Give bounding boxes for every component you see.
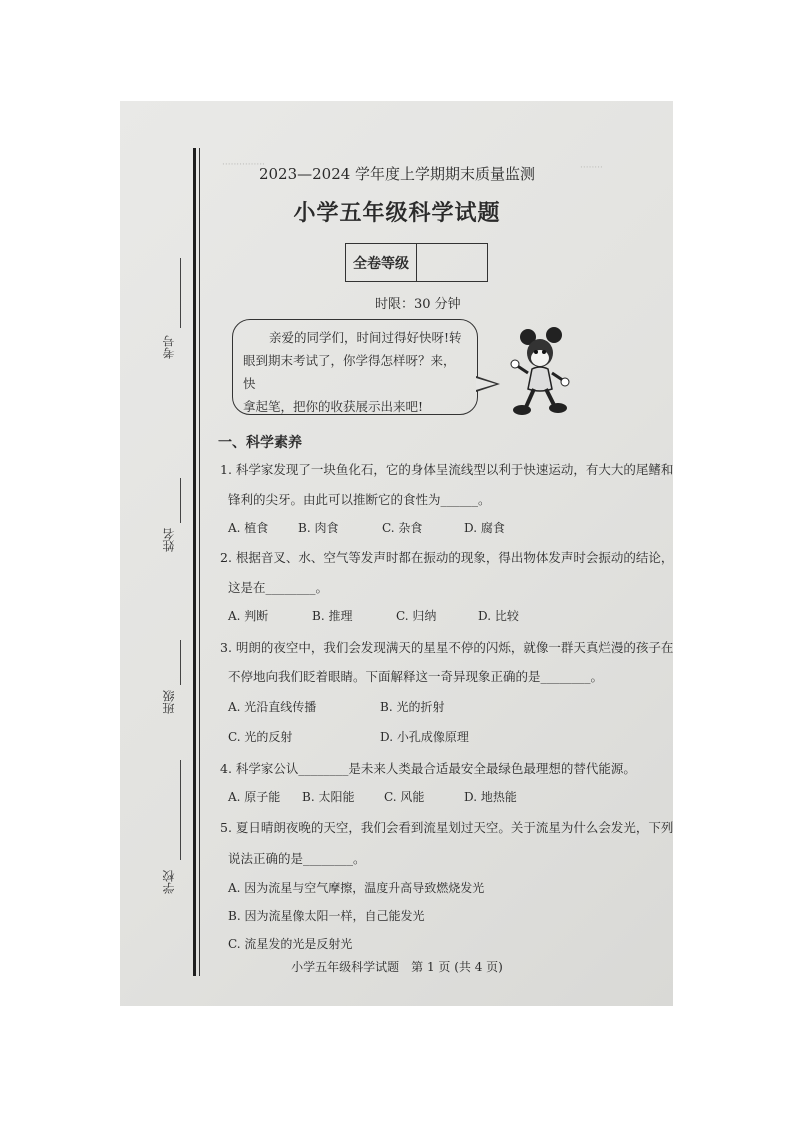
greeting-line: 拿起笔，把你的收获展示出来吧! xyxy=(243,399,424,414)
question-5-option[interactable]: A. 因为流星与空气摩擦，温度升高导致燃烧发光 xyxy=(228,881,485,895)
binding-line xyxy=(199,148,200,976)
page-footer: 小学五年级科学试题 第 1 页 (共 4 页) xyxy=(291,960,503,974)
exam-no-label: 考号 xyxy=(162,335,176,359)
question-4-options xyxy=(228,788,517,805)
option[interactable]: D. 腐食 xyxy=(464,521,505,535)
option[interactable]: C. 归纳 xyxy=(396,609,437,623)
question-3-line: 不停地向我们眨着眼睛。下面解释这一奇异现象正确的是________。 xyxy=(228,669,604,684)
option[interactable]: A. 原子能 xyxy=(228,790,281,804)
option[interactable]: B. 太阳能 xyxy=(302,790,355,804)
school-line xyxy=(180,760,181,860)
greeting-line: 亲爱的同学们，时间过得好快呀!转 xyxy=(269,330,462,345)
question-1-line: 1. 科学家发现了一块鱼化石，它的身体呈流线型以利于快速运动，有大大的尾鳍和 xyxy=(220,462,674,477)
binding-line xyxy=(193,148,196,976)
school-label: 学校 xyxy=(162,870,176,894)
grade-box xyxy=(345,243,488,282)
exam-title: 小学五年级科学试题 xyxy=(293,200,501,226)
question-2-line: 2. 根据音叉、水、空气等发声时都在振动的现象，得出物体发声时会振动的结论， xyxy=(220,550,674,565)
grade-label: 全卷等级 xyxy=(346,244,417,281)
name-line xyxy=(180,478,181,523)
option[interactable]: C. 风能 xyxy=(384,790,425,804)
question-3-options xyxy=(228,728,469,745)
option[interactable]: A. 植食 xyxy=(228,521,269,535)
question-3-options xyxy=(228,698,444,715)
option[interactable]: C. 杂食 xyxy=(382,521,423,535)
time-limit: 时限：30 分钟 xyxy=(375,297,461,312)
class-label: 班级 xyxy=(162,690,176,714)
greeting-line: 眼到期末考试了，你学得怎样呀？来，快 xyxy=(243,353,456,391)
grade-value xyxy=(417,244,487,281)
question-4-line: 4. 科学家公认________是未来人类最合适最安全最绿色最理想的替代能源。 xyxy=(220,761,636,776)
name-label: 姓名 xyxy=(162,528,176,552)
question-2-line: 这是在________。 xyxy=(228,580,329,595)
option[interactable]: D. 比较 xyxy=(478,609,519,623)
class-line xyxy=(180,640,181,685)
option[interactable]: D. 地热能 xyxy=(464,790,517,804)
option[interactable]: B. 肉食 xyxy=(298,521,339,535)
exam-period-title: 2023—2024 学年度上学期期末质量监测 xyxy=(258,165,536,183)
option[interactable]: B. 推理 xyxy=(312,609,353,623)
question-2-options xyxy=(228,607,519,624)
option[interactable]: A. 判断 xyxy=(228,609,269,623)
question-5-option[interactable]: B. 因为流星像太阳一样，自己能发光 xyxy=(228,909,425,923)
section-title: 一、科学素养 xyxy=(218,435,302,451)
question-1-options xyxy=(228,519,505,536)
question-5-option[interactable]: C. 流星发的光是反射光 xyxy=(228,937,353,951)
question-1-line: 锋利的尖牙。由此可以推断它的食性为______。 xyxy=(228,492,491,507)
bubble-tail xyxy=(476,378,496,390)
mascot-illustration xyxy=(510,325,570,420)
option[interactable]: A. 光沿直线传播 xyxy=(228,700,317,714)
exam-no-line xyxy=(180,258,181,328)
option[interactable]: D. 小孔成像原理 xyxy=(380,730,469,744)
bleed-through: ··············· xyxy=(222,160,265,170)
option[interactable]: B. 光的折射 xyxy=(380,700,445,714)
bleed-through: ········ xyxy=(580,163,603,173)
option[interactable]: C. 光的反射 xyxy=(228,730,293,744)
question-5-line: 说法正确的是________。 xyxy=(228,851,366,866)
question-5-line: 5. 夏日晴朗夜晚的天空，我们会看到流星划过天空。关于流星为什么会发光，下列 xyxy=(220,820,674,835)
greeting-bubble xyxy=(232,319,478,415)
question-3-line: 3. 明朗的夜空中，我们会发现满天的星星不停的闪烁，就像一群天真烂漫的孩子在 xyxy=(220,640,674,655)
